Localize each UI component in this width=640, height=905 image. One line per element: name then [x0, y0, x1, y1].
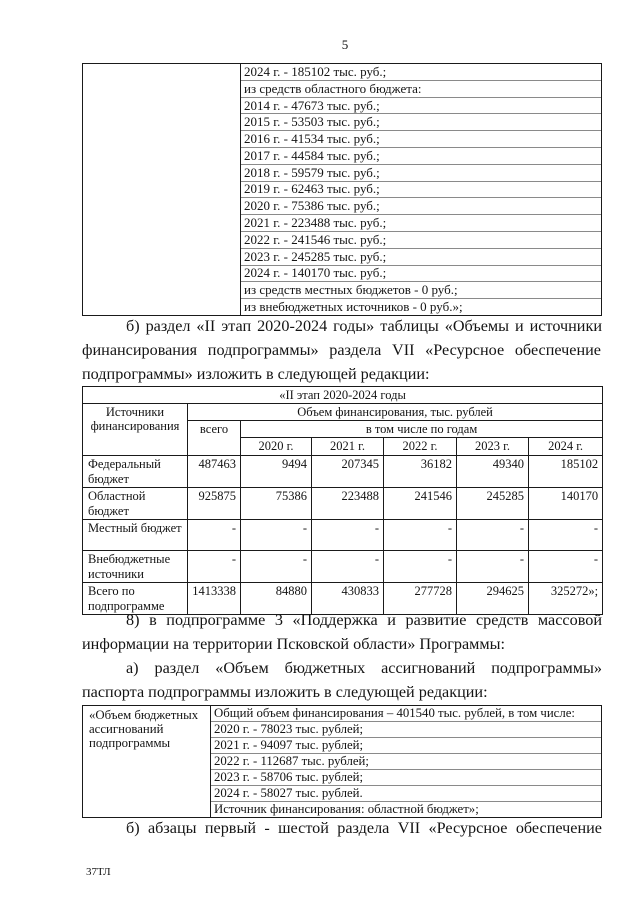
continuation-line: из средств местных бюджетов - 0 руб.; — [241, 282, 601, 299]
paragraph-b-section-line: финансирования подпрограммы» раздела VII «Ресурсное обеспечение — [82, 341, 601, 359]
row-source-label: Внебюджетные источники — [83, 551, 188, 583]
row-value-2020: 84880 — [241, 583, 312, 615]
row-value-2024: 185102 — [529, 456, 603, 488]
row-value-2022: 241546 — [384, 488, 457, 520]
row-value-2023: 294625 — [457, 583, 529, 615]
row-value-2021: - — [312, 520, 384, 551]
row-value-2020: - — [241, 520, 312, 551]
row-total: 487463 — [188, 456, 241, 488]
allocations-label: «Объем бюджетных ассигнований подпрограммы — [83, 706, 211, 817]
continuation-table — [82, 63, 602, 316]
allocation-line: 2022 г. - 112687 тыс. рублей; — [211, 754, 601, 770]
funding-table-title: «II этап 2020-2024 годы — [83, 387, 603, 404]
year-header-2024: 2024 г. — [529, 438, 603, 456]
row-value-2021: 430833 — [312, 583, 384, 615]
row-value-2023: 49340 — [457, 456, 529, 488]
funding-row-local — [83, 520, 603, 551]
continuation-table-empty-cell — [83, 64, 241, 315]
row-value-2024: 140170 — [529, 488, 603, 520]
continuation-line: 2020 г. - 75386 тыс. руб.; — [241, 198, 601, 215]
continuation-line: 2018 г. - 59579 тыс. руб.; — [241, 165, 601, 182]
allocations-table — [82, 705, 602, 818]
row-value-2021: - — [312, 551, 384, 583]
year-header-2021: 2021 г. — [312, 438, 384, 456]
footer-code: 37ТЛ — [86, 866, 111, 878]
continuation-line: 2015 г. - 53503 тыс. руб.; — [241, 114, 601, 131]
allocation-line: 2020 г. - 78023 тыс. рублей; — [211, 722, 601, 738]
continuation-line: из средств областного бюджета: — [241, 81, 601, 98]
paragraph-a-line: паспорта подпрограммы изложить в следующей редакции: — [82, 683, 488, 701]
row-total: 1413338 — [188, 583, 241, 615]
year-header-2023: 2023 г. — [457, 438, 529, 456]
funding-row-extrabudgetary — [83, 551, 603, 583]
continuation-line: 2023 г. - 245285 тыс. руб.; — [241, 249, 601, 266]
continuation-line: 2014 г. - 47673 тыс. руб.; — [241, 98, 601, 115]
year-header-2022: 2022 г. — [384, 438, 457, 456]
row-source-label: Областной бюджет — [83, 488, 188, 520]
row-value-2024: - — [529, 551, 603, 583]
funding-row-regional — [83, 488, 603, 520]
row-value-2023: - — [457, 551, 529, 583]
row-source-label: Местный бюджет — [83, 520, 188, 551]
row-value-2020: 75386 — [241, 488, 312, 520]
row-source-label: Федеральный бюджет — [83, 456, 188, 488]
allocation-line: Источник финансирования: областной бюджет»; — [214, 802, 479, 816]
paragraph-b-section-line: подпрограммы» изложить в следующей редакции: — [82, 365, 430, 383]
allocation-line: 2023 г. - 58706 тыс. рублей; — [211, 770, 601, 786]
continuation-line: 2019 г. - 62463 тыс. руб.; — [241, 182, 601, 199]
continuation-line: из внебюджетных источников - 0 руб.»; — [244, 299, 463, 315]
row-total: - — [188, 551, 241, 583]
row-total: 925875 — [188, 488, 241, 520]
funding-table — [82, 386, 603, 615]
row-value-2023: 245285 — [457, 488, 529, 520]
row-source-label: Всего по подпрограмме — [83, 583, 188, 615]
row-value-2022: 36182 — [384, 456, 457, 488]
sources-header: Источники финансирования — [83, 404, 188, 456]
continuation-line: 2016 г. - 41534 тыс. руб.; — [241, 131, 601, 148]
row-total: - — [188, 520, 241, 551]
allocation-line: 2024 г. - 58027 тыс. рублей. — [211, 786, 601, 802]
page-number: 5 — [341, 37, 349, 52]
funding-row-federal — [83, 456, 603, 488]
year-header-2020: 2020 г. — [241, 438, 312, 456]
continuation-table-values — [241, 64, 601, 315]
row-value-2022: - — [384, 551, 457, 583]
paragraph-b-paragraphs-line: б) абзацы первый - шестой раздела VII «Ресурсное обеспечение — [126, 819, 602, 837]
row-value-2020: 9494 — [241, 456, 312, 488]
item-8-line: 8) в подпрограмме 3 «Поддержка и развитие средств массовой — [126, 611, 602, 629]
volume-header: Объем финансирования, тыс. рублей — [188, 404, 603, 421]
allocations-values — [211, 706, 601, 817]
row-value-2024: - — [529, 520, 603, 551]
row-value-2020: - — [241, 551, 312, 583]
continuation-line: 2017 г. - 44584 тыс. руб.; — [241, 148, 601, 165]
allocation-line: 2021 г. - 94097 тыс. рублей; — [211, 738, 601, 754]
row-value-2023: - — [457, 520, 529, 551]
item-8-line: информации на территории Псковской области» Программы: — [82, 635, 506, 653]
continuation-line: 2024 г. - 185102 тыс. руб.; — [241, 64, 601, 81]
paragraph-b-section-line: б) раздел «II этап 2020-2024 годы» таблицы «Объемы и источники — [126, 317, 602, 335]
allocation-line: Общий объем финансирования – 401540 тыс. рублей, в том числе: — [211, 706, 601, 722]
continuation-line: 2022 г. - 241546 тыс. руб.; — [241, 232, 601, 249]
row-value-2024: 325272»; — [529, 583, 603, 615]
row-value-2021: 207345 — [312, 456, 384, 488]
paragraph-a-line: а) раздел «Объем бюджетных ассигнований подпрограммы» — [126, 659, 602, 677]
row-value-2022: - — [384, 520, 457, 551]
continuation-line: 2021 г. - 223488 тыс. руб.; — [241, 215, 601, 232]
total-header: всего — [188, 421, 241, 456]
by-years-header: в том числе по годам — [241, 421, 603, 438]
row-value-2022: 277728 — [384, 583, 457, 615]
row-value-2021: 223488 — [312, 488, 384, 520]
continuation-line: 2024 г. - 140170 тыс. руб.; — [241, 266, 601, 283]
